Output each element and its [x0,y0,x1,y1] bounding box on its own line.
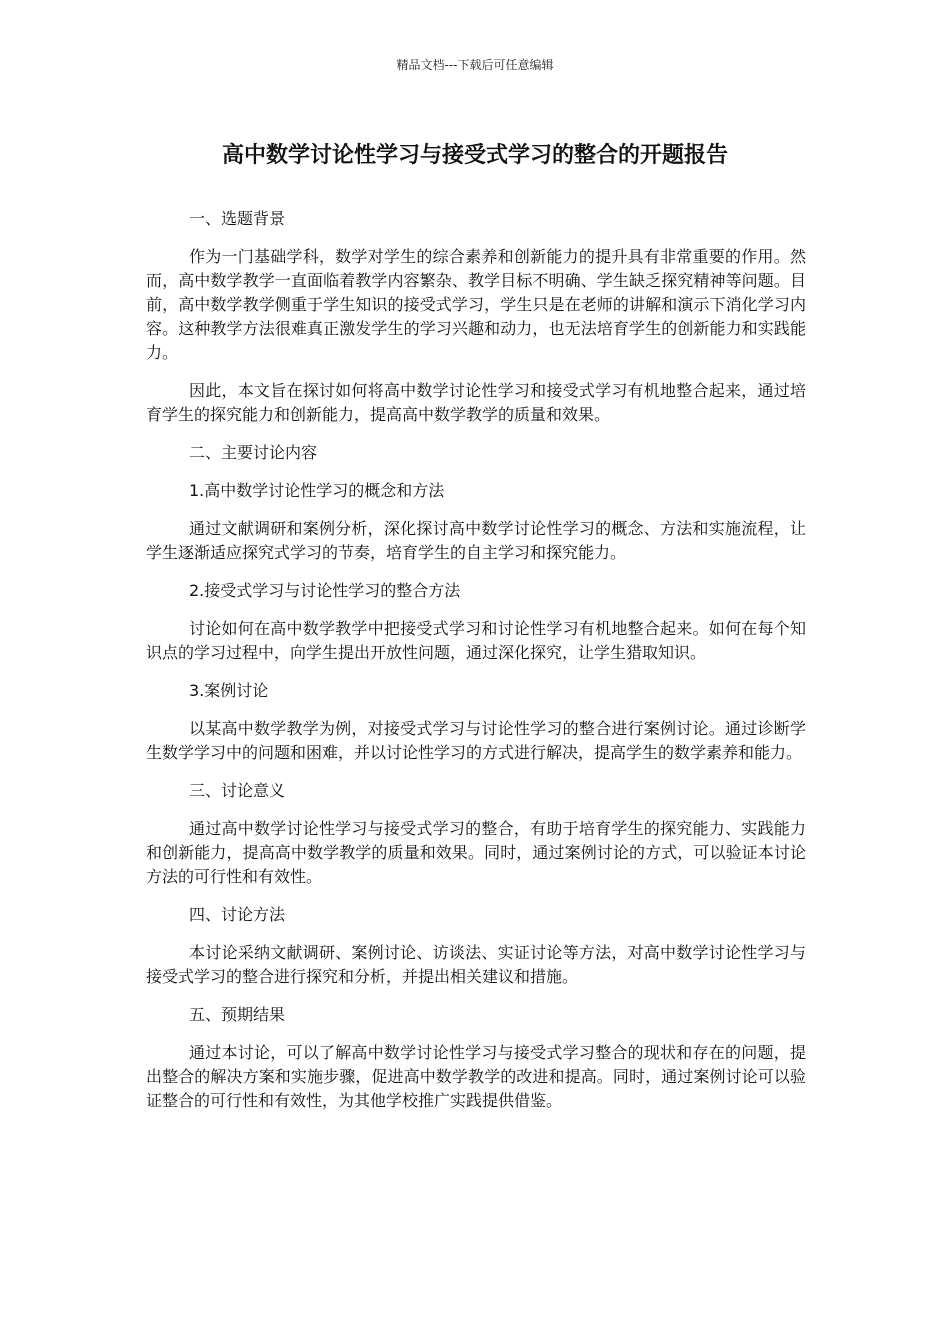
document-body [146,207,806,1127]
body-paragraph: 通过高中数学讨论性学习与接受式学习的整合，有助于培育学生的探究能力、实践能力和创新能力，提高高中数学教学的质量和效果。同时，通过案例讨论的方式，可以验证本讨论方法的可行性和有效性。 [146,819,806,886]
section-heading: 三、讨论意义 [189,781,286,800]
body-paragraph: 作为一门基础学科，数学对学生的综合素养和创新能力的提升具有非常重要的作用。然而，高中数学教学一直面临着教学内容繁杂、教学目标不明确、学生缺乏探究精神等问题。目前，高中数学教学侧重于学生知识的接受式学习，学生只是在老师的讲解和演示下消化学习内容。这种教学方法很难真正激发学生的学习兴趣和动力，也无法培育学生的创新能力和实践能力。 [146,247,806,362]
subsection-heading: 3.案例讨论 [189,681,269,700]
body-paragraph: 通过文献调研和案例分析，深化探讨高中数学讨论性学习的概念、方法和实施流程，让学生逐渐适应探究式学习的节奏，培育学生的自主学习和探究能力。 [146,519,806,562]
section-heading: 一、选题背景 [189,209,286,228]
body-paragraph: 通过本讨论，可以了解高中数学讨论性学习与接受式学习整合的现状和存在的问题，提出整合的解决方案和实施步骤，促进高中数学教学的改进和提高。同时，通过案例讨论可以验证整合的可行性和有效性，为其他学校推广实践提供借鉴。 [146,1043,806,1110]
body-paragraph: 因此，本文旨在探讨如何将高中数学讨论性学习和接受式学习有机地整合起来，通过培育学生的探究能力和创新能力，提高高中数学教学的质量和效果。 [146,381,806,424]
section-heading: 四、讨论方法 [189,905,286,924]
subsection-heading: 2.接受式学习与讨论性学习的整合方法 [189,581,461,600]
section-heading: 五、预期结果 [189,1005,286,1024]
page-header: 精品文档---下载后可任意编辑 [396,58,554,72]
body-paragraph: 以某高中数学教学为例，对接受式学习与讨论性学习的整合进行案例讨论。通过诊断学生数学学习中的问题和困难，并以讨论性学习的方式进行解决，提高学生的数学素养和能力。 [146,719,806,762]
subsection-heading: 1.高中数学讨论性学习的概念和方法 [189,481,445,500]
body-paragraph: 本讨论采纳文献调研、案例讨论、访谈法、实证讨论等方法，对高中数学讨论性学习与接受式学习的整合进行探究和分析，并提出相关建议和措施。 [146,943,806,986]
section-heading: 二、主要讨论内容 [189,443,318,462]
document-title: 高中数学讨论性学习与接受式学习的整合的开题报告 [221,143,728,168]
body-paragraph: 讨论如何在高中数学教学中把接受式学习和讨论性学习有机地整合起来。如何在每个知识点的学习过程中，向学生提出开放性问题，通过深化探究，让学生猎取知识。 [146,619,806,662]
